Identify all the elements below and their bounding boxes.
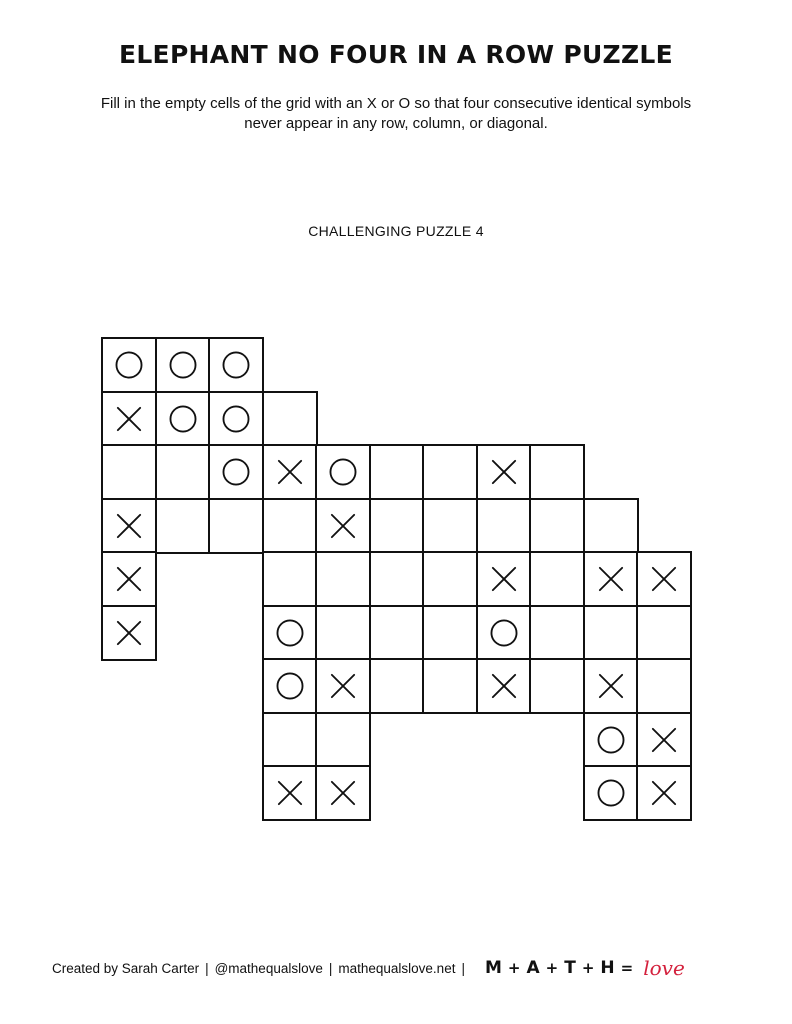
x-symbol [585,553,637,605]
puzzle-cell[interactable] [529,551,585,607]
x-symbol [103,393,155,445]
puzzle-cell [583,551,639,607]
puzzle-cell [101,498,157,554]
puzzle-cell[interactable] [262,498,318,554]
x-symbol [638,553,690,605]
puzzle-cell[interactable] [315,605,371,661]
puzzle-cell[interactable] [636,605,692,661]
puzzle-cell[interactable] [583,605,639,661]
footer-separator: | [205,960,209,976]
instructions-line-1: Fill in the empty cells of the grid with an X or O so that four consecutive identical symbols [100,95,692,112]
puzzle-cell[interactable] [369,551,425,607]
puzzle-cell [262,605,318,661]
logo-love: love [643,956,685,980]
puzzle-cell[interactable] [315,712,371,768]
puzzle-cell [583,658,639,714]
puzzle-cell [315,444,371,500]
puzzle-cell [155,391,211,447]
puzzle-cell [208,337,264,393]
puzzle-cell[interactable] [422,551,478,607]
puzzle-cell [476,658,532,714]
puzzle-cell[interactable] [529,444,585,500]
x-symbol [638,714,690,766]
puzzle-cell [101,391,157,447]
puzzle-cell [636,765,692,821]
x-symbol [317,500,369,552]
x-symbol [264,767,316,819]
footer-credit: Created by Sarah Carter [52,960,200,976]
puzzle-cell[interactable] [155,444,211,500]
x-symbol [317,660,369,712]
puzzle-cell [101,605,157,661]
puzzle-cell [101,337,157,393]
x-symbol [585,660,637,712]
puzzle-cell [101,551,157,607]
o-symbol [585,714,637,766]
puzzle-cell [262,658,318,714]
o-symbol [478,607,530,659]
footer [52,956,685,980]
x-symbol [478,553,530,605]
puzzle-cell[interactable] [476,498,532,554]
x-symbol [103,607,155,659]
puzzle-subtitle: CHALLENGING PUZZLE 4 [308,223,484,239]
o-symbol [210,339,262,391]
logo-letter-m: M [484,958,502,978]
footer-separator: | [461,960,465,976]
puzzle-cell[interactable] [529,658,585,714]
footer-separator: | [328,960,333,976]
footer-handle: @mathequalslove [214,960,323,976]
puzzle-cell [583,712,639,768]
o-symbol [157,393,209,445]
x-symbol [264,446,316,498]
x-symbol [638,767,690,819]
puzzle-cell[interactable] [636,658,692,714]
puzzle-cell [636,712,692,768]
math-equals-love-logo [485,956,685,980]
o-symbol [264,607,316,659]
puzzle-cell [315,658,371,714]
logo-letter-t: T [564,958,576,978]
instructions [60,94,732,134]
puzzle-cell [262,444,318,500]
x-symbol [317,767,369,819]
puzzle-cell [636,551,692,607]
puzzle-cell[interactable] [101,444,157,500]
puzzle-cell[interactable] [422,498,478,554]
puzzle-cell[interactable] [369,444,425,500]
logo-equals: = [620,959,634,977]
puzzle-cell[interactable] [529,605,585,661]
instructions-line-2: never appear in any row, column, or diagonal. [244,115,548,132]
puzzle-cell [476,444,532,500]
o-symbol [210,393,262,445]
puzzle-cell[interactable] [369,658,425,714]
o-symbol [264,660,316,712]
puzzle-cell[interactable] [369,498,425,554]
puzzle-cell[interactable] [529,498,585,554]
x-symbol [103,553,155,605]
x-symbol [103,500,155,552]
o-symbol [317,446,369,498]
puzzle-grid [101,337,691,817]
puzzle-cell [155,337,211,393]
o-symbol [585,767,637,819]
page-title: ELEPHANT NO FOUR IN A ROW PUZZLE [118,40,674,69]
x-symbol [478,446,530,498]
puzzle-cell [208,391,264,447]
x-symbol [478,660,530,712]
logo-letter-a: A [526,958,540,978]
footer-site: mathequalslove.net [338,960,456,976]
puzzle-cell [315,498,371,554]
logo-letter-h: H [600,958,615,978]
puzzle-cell[interactable] [422,605,478,661]
o-symbol [210,446,262,498]
puzzle-cell[interactable] [315,551,371,607]
logo-plus: + [545,959,559,977]
puzzle-cell[interactable] [422,658,478,714]
puzzle-cell[interactable] [369,605,425,661]
puzzle-cell [262,765,318,821]
puzzle-cell[interactable] [262,391,318,447]
puzzle-cell [208,444,264,500]
puzzle-cell[interactable] [155,498,211,554]
puzzle-cell [476,605,532,661]
o-symbol [157,339,209,391]
puzzle-cell[interactable] [422,444,478,500]
logo-plus: + [581,959,595,977]
puzzle-cell[interactable] [262,712,318,768]
puzzle-cell [476,551,532,607]
puzzle-cell[interactable] [208,498,264,554]
o-symbol [103,339,155,391]
puzzle-cell [315,765,371,821]
puzzle-cell[interactable] [583,498,639,554]
logo-plus: + [507,959,521,977]
puzzle-cell [583,765,639,821]
puzzle-cell[interactable] [262,551,318,607]
